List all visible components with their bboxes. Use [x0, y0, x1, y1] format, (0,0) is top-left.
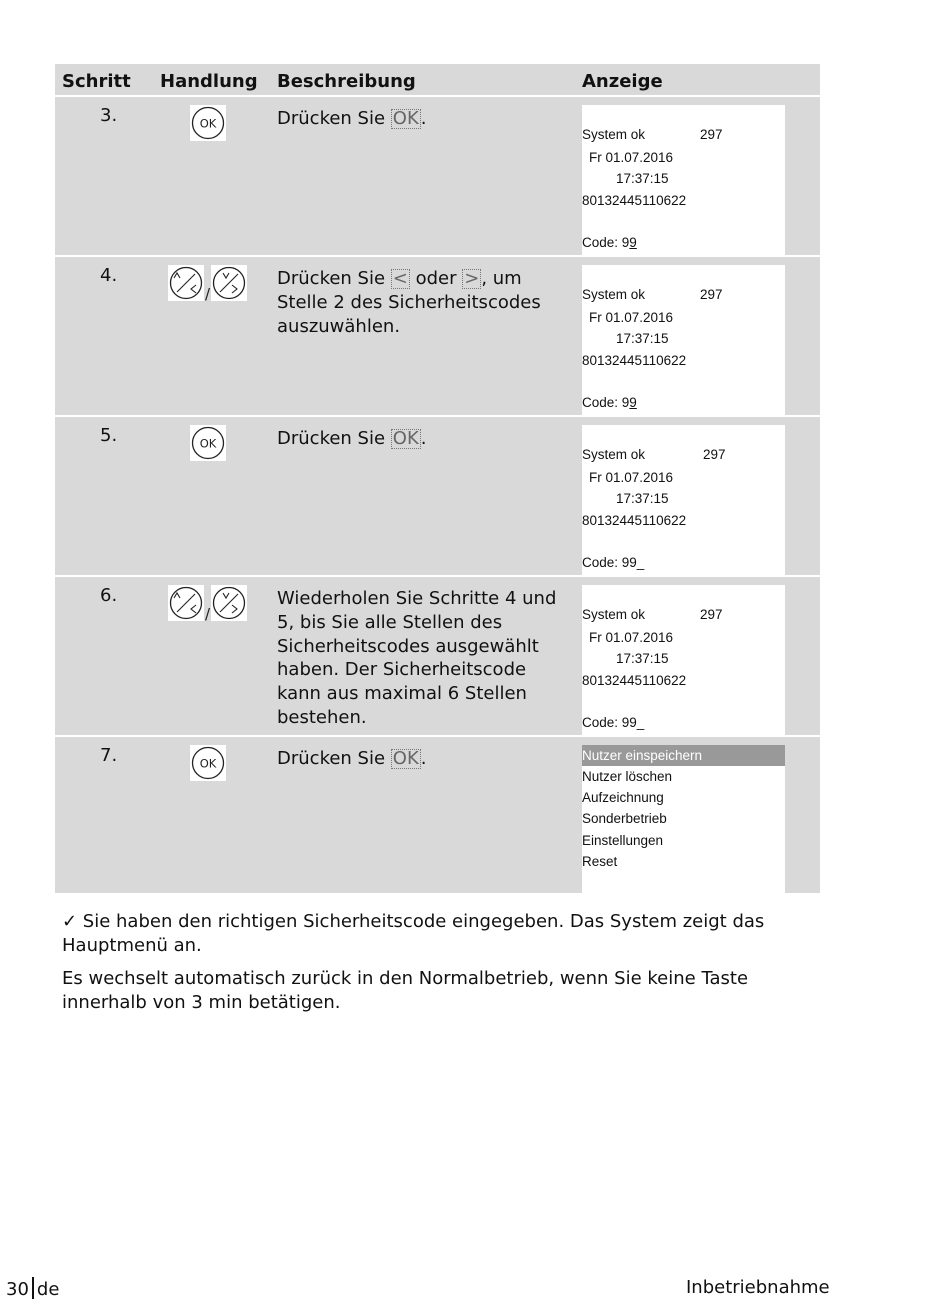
svg-text:OK: OK	[199, 116, 217, 131]
step-description: Drücken Sie OK .	[277, 428, 427, 449]
ok-key-label: OK	[392, 108, 419, 129]
menu-item: Sonderbetrieb	[582, 811, 667, 826]
device-display	[582, 105, 785, 255]
header-description: Beschreibung	[277, 71, 416, 92]
display-count: 297	[700, 127, 723, 142]
ok-key-label: OK	[392, 748, 419, 769]
step-number: 4.	[100, 265, 118, 286]
ok-button-icon	[190, 425, 226, 461]
display-serial: 80132445110622	[582, 673, 687, 688]
step-description: Drücken Sie < oder > , um Stelle 2 des Sicherheitscodes auszuwählen.	[277, 268, 541, 337]
display-time: 17:37:15	[616, 331, 669, 346]
device-display	[582, 425, 785, 575]
display-code: Code: 99	[582, 395, 637, 410]
display-code: Code: 99	[582, 235, 637, 250]
page-footer-left	[6, 1277, 59, 1300]
display-serial: 80132445110622	[582, 513, 687, 528]
display-status: System ok	[582, 447, 646, 462]
left-right-arrow-buttons-icon	[168, 265, 248, 303]
svg-text:OK: OK	[199, 436, 217, 451]
svg-text:/: /	[205, 285, 211, 303]
menu-item: Aufzeichnung	[582, 790, 664, 805]
svg-text:OK: OK	[199, 756, 217, 771]
display-status: System ok	[582, 607, 646, 622]
code-cursor: 9	[629, 395, 637, 410]
display-date: Fr 01.07.2016	[589, 150, 674, 165]
display-status: System ok	[582, 287, 646, 302]
menu-item-selected: Nutzer einspeichern	[582, 745, 785, 766]
menu-item: Nutzer löschen	[582, 769, 673, 784]
page-number: 30	[6, 1279, 29, 1300]
header-display: Anzeige	[582, 71, 663, 92]
step-number: 5.	[100, 425, 118, 446]
left-key-label: <	[392, 268, 408, 289]
display-count: 297	[703, 447, 726, 462]
header-action: Handlung	[160, 71, 258, 92]
table-row	[55, 97, 820, 257]
display-date: Fr 01.07.2016	[589, 630, 674, 645]
footer-divider	[32, 1277, 34, 1299]
menu-item: Reset	[582, 854, 618, 869]
footer-language: de	[36, 1279, 60, 1300]
display-time: 17:37:15	[616, 651, 669, 666]
display-code: Code: 99_	[582, 555, 645, 570]
display-status: System ok	[582, 127, 646, 142]
step-number: 7.	[100, 745, 118, 766]
code-cursor: 9	[629, 235, 637, 250]
table-row	[55, 737, 820, 895]
device-menu-display	[582, 745, 785, 893]
device-display	[582, 585, 785, 735]
table-row	[55, 577, 820, 737]
display-serial: 80132445110622	[582, 353, 687, 368]
ok-button-icon	[190, 745, 226, 781]
table-row	[55, 257, 820, 417]
ok-key-label: OK	[392, 428, 419, 449]
device-display	[582, 265, 785, 415]
svg-text:/: /	[205, 605, 211, 623]
display-count: 297	[700, 607, 723, 622]
ok-button-icon	[190, 105, 226, 141]
left-right-arrow-buttons-icon	[168, 585, 248, 623]
steps-table	[55, 64, 820, 895]
step-number: 6.	[100, 585, 118, 606]
display-date: Fr 01.07.2016	[589, 470, 674, 485]
display-serial: 80132445110622	[582, 193, 687, 208]
display-date: Fr 01.07.2016	[589, 310, 674, 325]
display-code: Code: 99_	[582, 715, 645, 730]
result-text: ✓ Sie haben den richtigen Sicherheitscode eingegeben. Das System zeigt das Hauptmenü an.	[62, 911, 765, 956]
table-row	[55, 417, 820, 577]
step-description: Drücken Sie OK .	[277, 748, 427, 769]
display-time: 17:37:15	[616, 171, 669, 186]
step-description: Drücken Sie OK .	[277, 108, 427, 129]
display-count: 297	[700, 287, 723, 302]
footer-section: Inbetriebnahme	[686, 1277, 830, 1298]
display-time: 17:37:15	[616, 491, 669, 506]
right-key-label: >	[464, 268, 480, 289]
note-text: Es wechselt automatisch zurück in den Normalbetrieb, wenn Sie keine Taste innerhalb von 3 min betätigen.	[62, 968, 749, 1013]
menu-item: Einstellungen	[582, 833, 664, 848]
table-header	[55, 64, 820, 97]
header-step: Schritt	[62, 71, 131, 92]
step-number: 3.	[100, 105, 118, 126]
step-description: Wiederholen Sie Schritte 4 und 5, bis Sie alle Stellen des Sicherheitscodes ausgewählt haben. Der Sicherheitscode kann aus maximal 6 Stellen bestehen.	[277, 588, 557, 728]
